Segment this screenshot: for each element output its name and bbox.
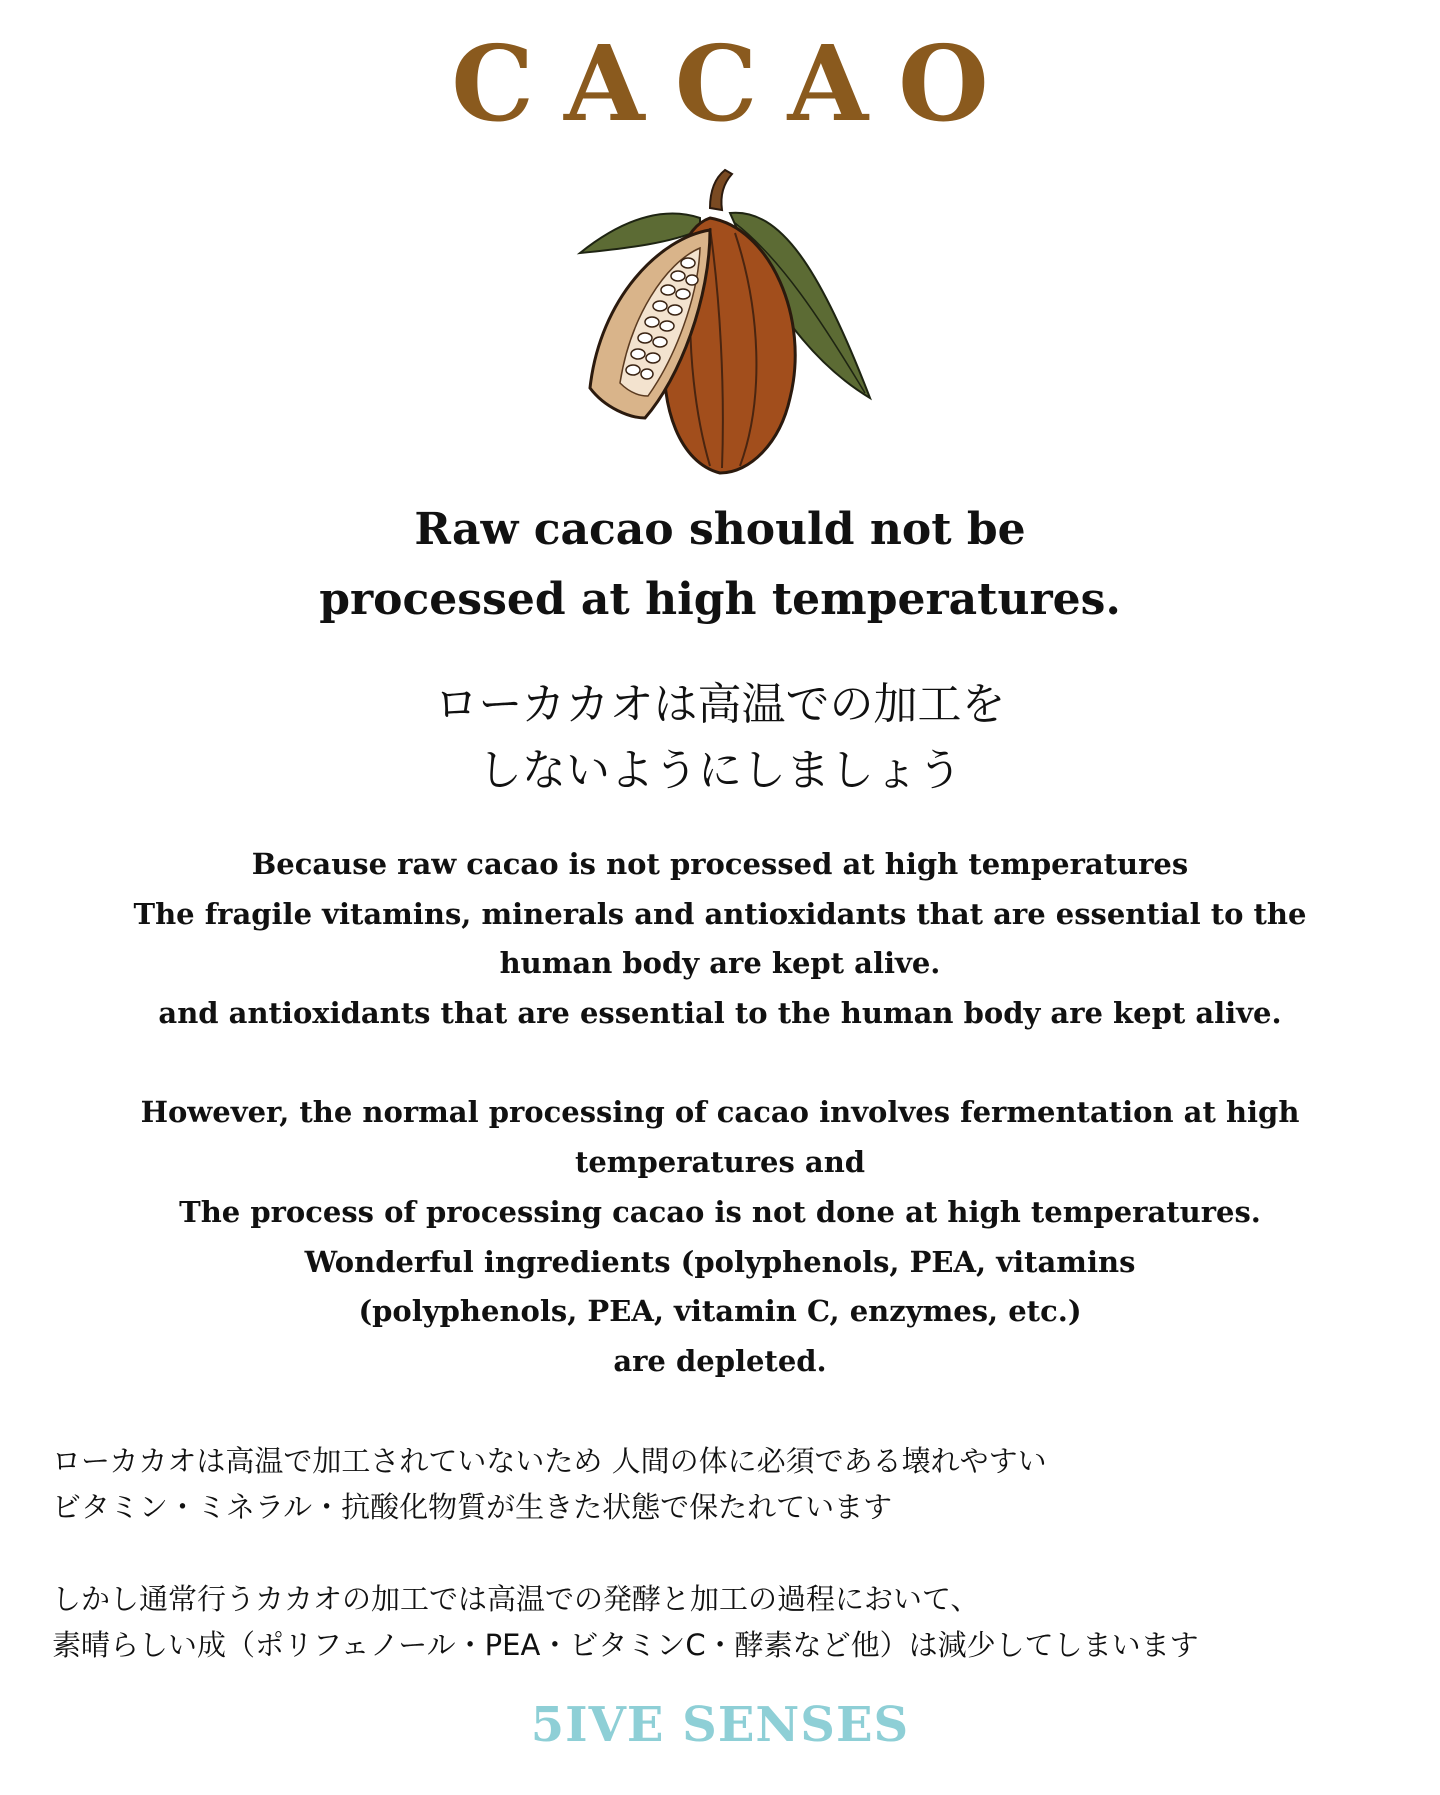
body-jp-line: 素晴らしい成（ポリフェノール・PEA・ビタミンC・酵素など他）は減少してしまいます — [52, 1628, 1199, 1662]
cacao-pod-icon — [560, 168, 880, 478]
body-text-en — [0, 840, 1440, 1387]
body-text-jp — [52, 1438, 1422, 1668]
body-en-line: human body are kept alive. — [499, 946, 941, 981]
body-jp-line: しかし通常行うカカオの加工では高温での発酵と加工の過程において、 — [52, 1582, 980, 1616]
body-en-line: and antioxidants that are essential to the human body are kept alive. — [158, 996, 1282, 1031]
headline-jp-line: しないようにしましょう — [478, 745, 962, 796]
headline-jp — [0, 672, 1440, 804]
headline-en — [0, 495, 1440, 635]
body-jp-line: ビタミン・ミネラル・抗酸化物質が生きた状態で保たれています — [52, 1490, 893, 1524]
brand-logo: 5IVE SENSES — [530, 1697, 910, 1753]
headline-en-line: Raw cacao should not be — [414, 504, 1026, 555]
headline-jp-line: ローカカオは高温での加工を — [434, 679, 1006, 730]
page-title: CACAO — [451, 22, 1019, 145]
body-en-line: However, the normal processing of cacao involves fermentation at high — [140, 1095, 1300, 1130]
body-en-line: (polyphenols, PEA, vitamin C, enzymes, etc.) — [358, 1294, 1082, 1329]
body-en-line: Wonderful ingredients (polyphenols, PEA, vitamins — [304, 1244, 1136, 1279]
body-en-line: The process of processing cacao is not done at high temperatures. — [179, 1194, 1261, 1229]
body-en-line: temperatures and — [574, 1145, 866, 1180]
body-en-spacer — [0, 1039, 1440, 1089]
body-en-line: Because raw cacao is not processed at high temperatures — [251, 847, 1189, 881]
body-jp-line: ローカカオは高温で加工されていないため 人間の体に必須である壊れやすい — [52, 1444, 1047, 1478]
body-en-line: The fragile vitamins, minerals and antioxidants that are essential to the — [133, 896, 1307, 931]
headline-en-line: processed at high temperatures. — [319, 574, 1121, 625]
body-jp-spacer — [52, 1530, 1422, 1576]
body-en-line: are depleted. — [613, 1343, 827, 1378]
